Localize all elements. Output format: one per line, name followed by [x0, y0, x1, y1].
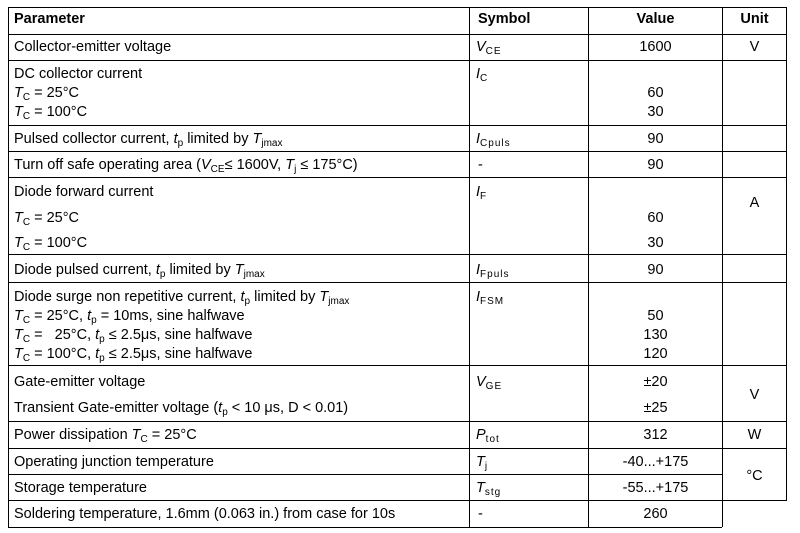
absolute-maximum-ratings-table: [8, 7, 787, 528]
symbol-tstg: $T_{stg}$: [476, 480, 502, 498]
cond-ifsm-line-3: $T_C = 100^\circ C$, $t_p \le 2.5\mu s$, sine halfwave: [14, 346, 253, 364]
param-collector-emitter-voltage: Collector-emitter voltage: [14, 39, 172, 55]
value-ptot: 312: [643, 427, 668, 443]
unit-w: W: [747, 427, 762, 443]
param-pulsed-collector-current: Pulsed collector current, $t_p$ limited by $T_{jmax}$: [14, 131, 283, 149]
value-tj: -40...+175: [622, 454, 689, 470]
symbol-ptot: $P_{tot}$: [476, 427, 500, 445]
value-ifsm-3: 120: [643, 346, 668, 362]
param-diode-pulsed-current: Diode pulsed current, $t_p$ limited by $T_{jmax}$: [14, 262, 265, 280]
symbol-ic: $I_C$: [476, 66, 489, 84]
symbol-tj: $T_j$: [476, 454, 489, 472]
header-parameter: Parameter: [14, 11, 85, 27]
value-ifsm-2: 130: [643, 327, 668, 343]
value-icpuls: 90: [647, 131, 664, 147]
unit-v-vge: V: [749, 387, 760, 403]
param-soldering-temperature: Soldering temperature, 1.6mm (0.063 in.) from case for 10s: [14, 506, 396, 522]
value-ic-25c: 60: [647, 85, 664, 101]
cond-ic-25c: $T_C = 25^\circ C$: [14, 85, 80, 103]
header-unit: Unit: [740, 11, 769, 27]
symbol-soa: -: [478, 157, 483, 173]
unit-degc: °C: [746, 468, 763, 484]
value-ifsm-1: 50: [647, 308, 664, 324]
unit-a: A: [749, 195, 760, 211]
cond-ic-100c: $T_C = 100^\circ C$: [14, 104, 88, 122]
param-dc-collector-current: DC collector current: [14, 66, 143, 82]
header-symbol: Symbol: [478, 11, 531, 27]
cond-ifsm-line-1: $T_C = 25^\circ C$, $t_p = 10ms$, sine halfwave: [14, 308, 245, 326]
param-power-dissipation: Power dissipation $T_C = 25^\circ C$: [14, 427, 197, 445]
symbol-vce: $V_{CE}$: [476, 39, 502, 57]
value-tstg: -55...+175: [622, 480, 689, 496]
value-if-25c: 60: [647, 210, 664, 226]
param-diode-forward-current: Diode forward current: [14, 184, 154, 200]
symbol-ifpuls: $I_{Fpuls}$: [476, 262, 510, 280]
symbol-if: $I_F$: [476, 184, 488, 202]
param-storage-temperature: Storage temperature: [14, 480, 147, 496]
param-turn-off-soa: Turn off safe operating area ($V_{CE}\le 1600V$, $T_j \le 175^\circ C$): [14, 157, 358, 175]
value-vge-transient: ±25: [643, 400, 668, 416]
param-gate-emitter-voltage: Gate-emitter voltage: [14, 374, 146, 390]
value-ifpuls: 90: [647, 262, 664, 278]
header-value: Value: [636, 11, 675, 27]
symbol-tsold: -: [478, 506, 483, 522]
param-transient-gate-emitter-voltage: Transient Gate-emitter voltage ($t_p < 10$ μs, D < 0.01): [14, 400, 349, 418]
symbol-ifsm: $I_{FSM}$: [476, 289, 505, 307]
value-vce: 1600: [639, 39, 672, 55]
symbol-vge: $V_{GE}$: [476, 374, 503, 392]
param-operating-junction-temperature: Operating junction temperature: [14, 454, 214, 470]
cond-if-25c: $T_C = 25^\circ C$: [14, 210, 80, 228]
param-diode-surge-current: Diode surge non repetitive current, $t_p$ limited by $T_{jmax}$: [14, 289, 350, 307]
value-tsold: 260: [643, 506, 668, 522]
cond-ifsm-line-2: $T_C = 25^\circ C$, $t_p \le 2.5\mu s$, sine halfwave: [14, 327, 253, 345]
symbol-icpuls: $I_{Cpuls}$: [476, 131, 511, 149]
value-if-100c: 30: [647, 235, 664, 251]
value-ic-100c: 30: [647, 104, 664, 120]
value-soa: 90: [647, 157, 664, 173]
value-vge: ±20: [643, 374, 668, 390]
unit-v-vce: V: [749, 39, 760, 55]
cond-if-100c: $T_C = 100^\circ C$: [14, 235, 88, 253]
